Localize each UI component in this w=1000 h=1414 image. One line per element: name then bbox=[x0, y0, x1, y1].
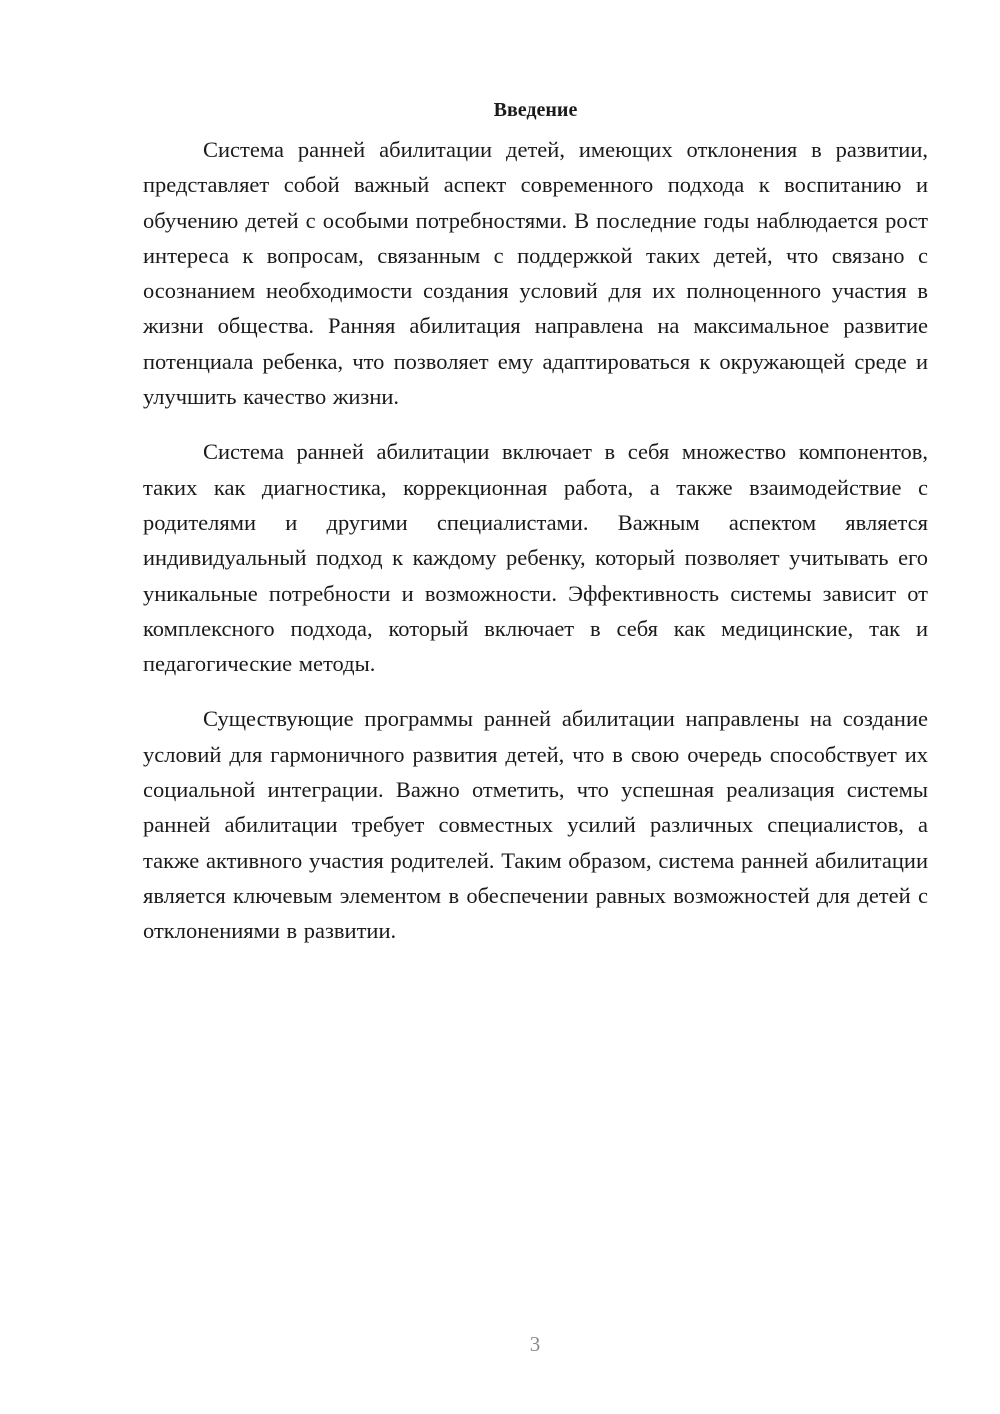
page-number: 3 bbox=[529, 1332, 541, 1356]
paragraph-3: Существующие программы ранней абилитации направлены на создание условий для гармоничного развития детей, что в свою очередь способствует их социальной интеграции. Важно отметить, что успешная реализация системы ранней абилитации требует совместных усилий различных специалистов, а также активного участия родителей. Таким образом, система ранней абилитации является ключевым элементом в обеспечении равных возможностей для детей с отклонениями в развитии. bbox=[143, 706, 928, 944]
paragraph-2: Система ранней абилитации включает в себя множество компонентов, таких как диагностика, коррекционная работа, а также взаимодействие с родителями и другими специалистами. Важным аспектом является индивидуальный подход к каждому ребенку, который позволяет учитывать его уникальные потребности и возможности. Эффективность системы зависит от комплексного подхода, который включает в себя как медицинские, так и педагогические методы. bbox=[143, 439, 928, 677]
section-title: Введение bbox=[493, 99, 578, 121]
document-body bbox=[143, 92, 928, 969]
paragraph-1: Система ранней абилитации детей, имеющих отклонения в развитии, представляет собой важный аспект современного подхода к воспитанию и обучению детей с особыми потребностями. В последние годы наблюдается рост интереса к вопросам, связанным с поддержкой таких детей, что связано с осознанием необходимости создания условий для их полноценного участия в жизни общества. Ранняя абилитация направлена на максимальное развитие потенциала ребенка, что позволяет ему адаптироваться к окружающей среде и улучшить качество жизни. bbox=[143, 137, 928, 410]
